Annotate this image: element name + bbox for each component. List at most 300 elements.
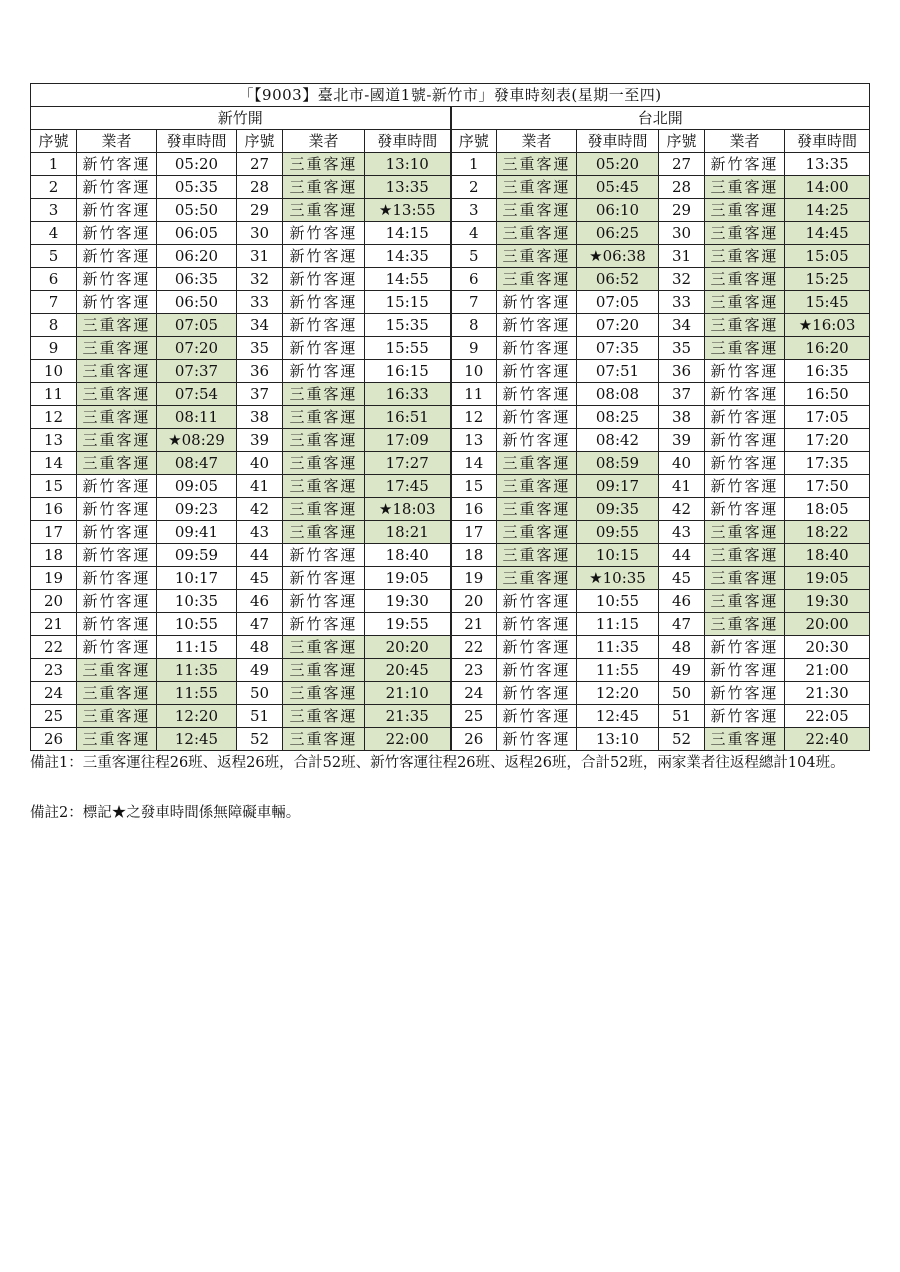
operator-name: 新竹客運	[77, 222, 157, 245]
operator-name: 新竹客運	[497, 314, 577, 337]
operator-name: 新竹客運	[77, 153, 157, 176]
departure-time: 19:30	[365, 590, 451, 613]
departure-time: 19:05	[365, 567, 451, 590]
departure-time: ★18:03	[365, 498, 451, 521]
table-row	[31, 521, 870, 544]
operator-name: 新竹客運	[283, 314, 365, 337]
departure-time: ★06:38	[577, 245, 659, 268]
departure-time: 16:20	[785, 337, 870, 360]
operator-name: 三重客運	[283, 682, 365, 705]
trip-number: 3	[451, 199, 497, 222]
departure-time: 18:05	[785, 498, 870, 521]
trip-number: 25	[31, 705, 77, 728]
trip-number: 45	[659, 567, 705, 590]
departure-time: 11:15	[157, 636, 237, 659]
departure-time: 08:11	[157, 406, 237, 429]
table-row	[31, 544, 870, 567]
operator-name: 新竹客運	[77, 498, 157, 521]
trip-number: 31	[237, 245, 283, 268]
operator-name: 三重客運	[497, 521, 577, 544]
operator-name: 新竹客運	[283, 245, 365, 268]
trip-number: 44	[237, 544, 283, 567]
departure-time: 13:35	[785, 153, 870, 176]
trip-number: 27	[659, 153, 705, 176]
trip-number: 51	[659, 705, 705, 728]
operator-name: 新竹客運	[497, 291, 577, 314]
departure-time: 16:50	[785, 383, 870, 406]
operator-name: 三重客運	[497, 498, 577, 521]
table-row	[31, 429, 870, 452]
departure-time: ★10:35	[577, 567, 659, 590]
trip-number: 51	[237, 705, 283, 728]
operator-name: 新竹客運	[77, 544, 157, 567]
trip-number: 7	[451, 291, 497, 314]
trip-number: 14	[451, 452, 497, 475]
operator-name: 三重客運	[497, 452, 577, 475]
trip-number: 19	[31, 567, 77, 590]
operator-name: 新竹客運	[283, 291, 365, 314]
trip-number: 15	[451, 475, 497, 498]
trip-number: 41	[659, 475, 705, 498]
departure-time: 05:35	[157, 176, 237, 199]
table-row	[31, 475, 870, 498]
table-row	[31, 199, 870, 222]
column-header: 業者	[497, 130, 577, 153]
trip-number: 11	[31, 383, 77, 406]
operator-name: 三重客運	[77, 452, 157, 475]
departure-time: 08:47	[157, 452, 237, 475]
trip-number: 9	[31, 337, 77, 360]
trip-number: 30	[659, 222, 705, 245]
table-row	[31, 590, 870, 613]
departure-time: 06:20	[157, 245, 237, 268]
departure-time: 10:17	[157, 567, 237, 590]
table-row	[31, 682, 870, 705]
operator-name: 新竹客運	[497, 590, 577, 613]
trip-number: 35	[237, 337, 283, 360]
departure-time: 11:15	[577, 613, 659, 636]
trip-number: 29	[237, 199, 283, 222]
trip-number: 6	[31, 268, 77, 291]
trip-number: 40	[237, 452, 283, 475]
departure-time: 09:05	[157, 475, 237, 498]
trip-number: 18	[451, 544, 497, 567]
note-1: 備註1：三重客運往程26班、返程26班，合計52班、新竹客運往程26班、返程26班，合計52班，兩家業者往返程總計104班。	[30, 755, 845, 771]
departure-time: 19:05	[785, 567, 870, 590]
departure-time: 15:55	[365, 337, 451, 360]
departure-time: 11:35	[157, 659, 237, 682]
trip-number: 20	[31, 590, 77, 613]
operator-name: 三重客運	[497, 544, 577, 567]
note-2: 備註2：標記★之發車時間係無障礙車輛。	[30, 805, 301, 821]
timetable-sheet	[30, 83, 869, 751]
departure-time: 07:54	[157, 383, 237, 406]
trip-number: 2	[31, 176, 77, 199]
operator-name: 新竹客運	[497, 383, 577, 406]
table-row	[31, 613, 870, 636]
departure-time: 05:45	[577, 176, 659, 199]
departure-time: 11:55	[157, 682, 237, 705]
trip-number: 11	[451, 383, 497, 406]
trip-number: 47	[659, 613, 705, 636]
departure-time: 08:42	[577, 429, 659, 452]
operator-name: 新竹客運	[283, 613, 365, 636]
departure-time: 06:05	[157, 222, 237, 245]
table-row	[31, 383, 870, 406]
trip-number: 22	[31, 636, 77, 659]
operator-name: 新竹客運	[705, 383, 785, 406]
trip-number: 50	[237, 682, 283, 705]
departure-time: 14:55	[365, 268, 451, 291]
column-header: 序號	[659, 130, 705, 153]
trip-number: 19	[451, 567, 497, 590]
operator-name: 三重客運	[497, 245, 577, 268]
operator-name: 新竹客運	[77, 636, 157, 659]
operator-name: 新竹客運	[497, 337, 577, 360]
departure-time: ★08:29	[157, 429, 237, 452]
departure-time: 05:20	[157, 153, 237, 176]
operator-name: 三重客運	[705, 268, 785, 291]
trip-number: 12	[451, 406, 497, 429]
operator-name: 三重客運	[77, 406, 157, 429]
trip-number: 34	[659, 314, 705, 337]
trip-number: 34	[237, 314, 283, 337]
departure-time: 15:25	[785, 268, 870, 291]
departure-time: 17:45	[365, 475, 451, 498]
operator-name: 三重客運	[283, 475, 365, 498]
table-row	[31, 291, 870, 314]
table-row	[31, 705, 870, 728]
operator-name: 三重客運	[77, 728, 157, 751]
departure-time: 08:25	[577, 406, 659, 429]
operator-name: 新竹客運	[497, 728, 577, 751]
departure-time: 07:35	[577, 337, 659, 360]
operator-name: 三重客運	[283, 521, 365, 544]
operator-name: 新竹客運	[77, 590, 157, 613]
operator-name: 三重客運	[283, 406, 365, 429]
trip-number: 30	[237, 222, 283, 245]
operator-name: 新竹客運	[77, 245, 157, 268]
departure-time: 16:15	[365, 360, 451, 383]
trip-number: 52	[237, 728, 283, 751]
departure-time: 20:00	[785, 613, 870, 636]
operator-name: 三重客運	[77, 429, 157, 452]
operator-name: 新竹客運	[705, 429, 785, 452]
trip-number: 29	[659, 199, 705, 222]
departure-time: 14:15	[365, 222, 451, 245]
trip-number: 45	[237, 567, 283, 590]
departure-time: 13:10	[365, 153, 451, 176]
trip-number: 49	[659, 659, 705, 682]
departure-time: 08:59	[577, 452, 659, 475]
departure-time: 22:05	[785, 705, 870, 728]
trip-number: 28	[237, 176, 283, 199]
trip-number: 15	[31, 475, 77, 498]
operator-name: 新竹客運	[77, 521, 157, 544]
operator-name: 新竹客運	[497, 360, 577, 383]
operator-name: 三重客運	[283, 728, 365, 751]
departure-time: 10:15	[577, 544, 659, 567]
trip-number: 27	[237, 153, 283, 176]
operator-name: 新竹客運	[497, 659, 577, 682]
operator-name: 三重客運	[283, 176, 365, 199]
trip-number: 16	[31, 498, 77, 521]
operator-name: 新竹客運	[497, 406, 577, 429]
trip-number: 12	[31, 406, 77, 429]
departure-time: 15:45	[785, 291, 870, 314]
departure-time: 10:55	[157, 613, 237, 636]
operator-name: 三重客運	[705, 590, 785, 613]
operator-name: 新竹客運	[77, 475, 157, 498]
departure-time: 05:50	[157, 199, 237, 222]
operator-name: 新竹客運	[283, 590, 365, 613]
operator-name: 三重客運	[283, 153, 365, 176]
departure-time: ★13:55	[365, 199, 451, 222]
departure-time: 19:55	[365, 613, 451, 636]
trip-number: 23	[451, 659, 497, 682]
trip-number: 43	[237, 521, 283, 544]
trip-number: 25	[451, 705, 497, 728]
departure-time: 18:21	[365, 521, 451, 544]
departure-time: 07:37	[157, 360, 237, 383]
trip-number: 31	[659, 245, 705, 268]
operator-name: 新竹客運	[77, 268, 157, 291]
departure-time: 14:25	[785, 199, 870, 222]
departure-time: 15:35	[365, 314, 451, 337]
trip-number: 24	[31, 682, 77, 705]
trip-number: 24	[451, 682, 497, 705]
operator-name: 新竹客運	[77, 176, 157, 199]
trip-number: 4	[451, 222, 497, 245]
departure-time: 17:05	[785, 406, 870, 429]
departure-time: 06:50	[157, 291, 237, 314]
trip-number: 6	[451, 268, 497, 291]
trip-number: 36	[237, 360, 283, 383]
departure-time: 12:45	[577, 705, 659, 728]
trip-number: 39	[659, 429, 705, 452]
trip-number: 35	[659, 337, 705, 360]
departure-time: 05:20	[577, 153, 659, 176]
trip-number: 8	[451, 314, 497, 337]
table-row	[31, 222, 870, 245]
trip-number: 37	[237, 383, 283, 406]
departure-time: 22:40	[785, 728, 870, 751]
operator-name: 三重客運	[705, 567, 785, 590]
departure-time: 17:50	[785, 475, 870, 498]
table-row	[31, 176, 870, 199]
departure-time: 15:15	[365, 291, 451, 314]
trip-number: 5	[31, 245, 77, 268]
operator-name: 新竹客運	[283, 544, 365, 567]
operator-name: 三重客運	[705, 176, 785, 199]
operator-name: 新竹客運	[705, 705, 785, 728]
operator-name: 三重客運	[283, 199, 365, 222]
trip-number: 50	[659, 682, 705, 705]
departure-time: 14:00	[785, 176, 870, 199]
trip-number: 18	[31, 544, 77, 567]
operator-name: 新竹客運	[705, 452, 785, 475]
departure-time: 06:35	[157, 268, 237, 291]
trip-number: 44	[659, 544, 705, 567]
operator-name: 新竹客運	[77, 613, 157, 636]
table-row	[31, 245, 870, 268]
operator-name: 三重客運	[705, 245, 785, 268]
departure-time: 14:45	[785, 222, 870, 245]
operator-name: 三重客運	[283, 383, 365, 406]
trip-number: 10	[451, 360, 497, 383]
operator-name: 新竹客運	[77, 199, 157, 222]
column-header: 業者	[77, 130, 157, 153]
departure-time: 12:20	[157, 705, 237, 728]
trip-number: 33	[237, 291, 283, 314]
departure-time: 17:09	[365, 429, 451, 452]
operator-name: 三重客運	[283, 705, 365, 728]
departure-time: 07:05	[157, 314, 237, 337]
trip-number: 4	[31, 222, 77, 245]
departure-time: 11:55	[577, 659, 659, 682]
departure-time: 09:23	[157, 498, 237, 521]
operator-name: 新竹客運	[283, 567, 365, 590]
operator-name: 新竹客運	[705, 475, 785, 498]
table-row	[31, 268, 870, 291]
departure-time: 10:55	[577, 590, 659, 613]
operator-name: 新竹客運	[283, 337, 365, 360]
table-row	[31, 567, 870, 590]
table-row	[31, 659, 870, 682]
departure-time: 17:35	[785, 452, 870, 475]
departure-time: 12:45	[157, 728, 237, 751]
departure-time: 21:35	[365, 705, 451, 728]
trip-number: 23	[31, 659, 77, 682]
operator-name: 三重客運	[497, 176, 577, 199]
trip-number: 38	[659, 406, 705, 429]
table-row	[31, 337, 870, 360]
departure-time: 22:00	[365, 728, 451, 751]
operator-name: 新竹客運	[705, 498, 785, 521]
trip-number: 46	[659, 590, 705, 613]
trip-number: 39	[237, 429, 283, 452]
column-header: 業者	[705, 130, 785, 153]
trip-number: 8	[31, 314, 77, 337]
trip-number: 52	[659, 728, 705, 751]
departure-time: 20:45	[365, 659, 451, 682]
column-header: 發車時間	[365, 130, 451, 153]
operator-name: 三重客運	[705, 613, 785, 636]
operator-name: 新竹客運	[705, 360, 785, 383]
operator-name: 三重客運	[705, 291, 785, 314]
operator-name: 新竹客運	[705, 636, 785, 659]
column-header: 序號	[237, 130, 283, 153]
trip-number: 36	[659, 360, 705, 383]
trip-number: 13	[451, 429, 497, 452]
operator-name: 三重客運	[497, 268, 577, 291]
departure-time: 15:05	[785, 245, 870, 268]
operator-name: 三重客運	[497, 153, 577, 176]
trip-number: 17	[451, 521, 497, 544]
operator-name: 新竹客運	[77, 567, 157, 590]
trip-number: 43	[659, 521, 705, 544]
trip-number: 37	[659, 383, 705, 406]
operator-name: 三重客運	[283, 452, 365, 475]
trip-number: 48	[659, 636, 705, 659]
trip-number: 1	[31, 153, 77, 176]
operator-name: 三重客運	[705, 314, 785, 337]
departure-time: 07:05	[577, 291, 659, 314]
trip-number: 16	[451, 498, 497, 521]
operator-name: 三重客運	[283, 498, 365, 521]
trip-number: 14	[31, 452, 77, 475]
trip-number: 41	[237, 475, 283, 498]
operator-name: 新竹客運	[705, 406, 785, 429]
table-row	[31, 153, 870, 176]
departure-time: 18:40	[785, 544, 870, 567]
trip-number: 47	[237, 613, 283, 636]
departure-time: 18:22	[785, 521, 870, 544]
departure-time: 08:08	[577, 383, 659, 406]
operator-name: 三重客運	[705, 222, 785, 245]
trip-number: 42	[237, 498, 283, 521]
departure-time: 21:00	[785, 659, 870, 682]
departure-time: 18:40	[365, 544, 451, 567]
trip-number: 32	[237, 268, 283, 291]
operator-name: 新竹客運	[497, 429, 577, 452]
direction-hsinchu: 新竹開	[31, 107, 451, 130]
operator-name: 三重客運	[705, 544, 785, 567]
departure-time: 17:20	[785, 429, 870, 452]
departure-time: 09:55	[577, 521, 659, 544]
trip-number: 49	[237, 659, 283, 682]
trip-number: 5	[451, 245, 497, 268]
departure-time: 17:27	[365, 452, 451, 475]
operator-name: 新竹客運	[705, 659, 785, 682]
table-row	[31, 360, 870, 383]
operator-name: 三重客運	[77, 337, 157, 360]
departure-time: 14:35	[365, 245, 451, 268]
departure-time: ★16:03	[785, 314, 870, 337]
operator-name: 三重客運	[705, 199, 785, 222]
departure-time: 13:10	[577, 728, 659, 751]
operator-name: 三重客運	[705, 521, 785, 544]
trip-number: 40	[659, 452, 705, 475]
trip-number: 17	[31, 521, 77, 544]
trip-number: 26	[451, 728, 497, 751]
column-header: 序號	[451, 130, 497, 153]
column-header: 發車時間	[785, 130, 870, 153]
operator-name: 三重客運	[705, 728, 785, 751]
trip-number: 33	[659, 291, 705, 314]
operator-name: 三重客運	[283, 659, 365, 682]
trip-number: 48	[237, 636, 283, 659]
operator-name: 三重客運	[497, 475, 577, 498]
departure-time: 09:17	[577, 475, 659, 498]
trip-number: 21	[451, 613, 497, 636]
operator-name: 新竹客運	[497, 636, 577, 659]
table-row	[31, 728, 870, 751]
trip-number: 10	[31, 360, 77, 383]
operator-name: 三重客運	[283, 429, 365, 452]
trip-number: 32	[659, 268, 705, 291]
operator-name: 三重客運	[283, 636, 365, 659]
trip-number: 38	[237, 406, 283, 429]
column-header: 序號	[31, 130, 77, 153]
departure-time: 16:51	[365, 406, 451, 429]
trip-number: 2	[451, 176, 497, 199]
column-header: 發車時間	[157, 130, 237, 153]
table-row	[31, 406, 870, 429]
timetable-body	[31, 153, 870, 751]
departure-time: 09:35	[577, 498, 659, 521]
operator-name: 新竹客運	[705, 682, 785, 705]
